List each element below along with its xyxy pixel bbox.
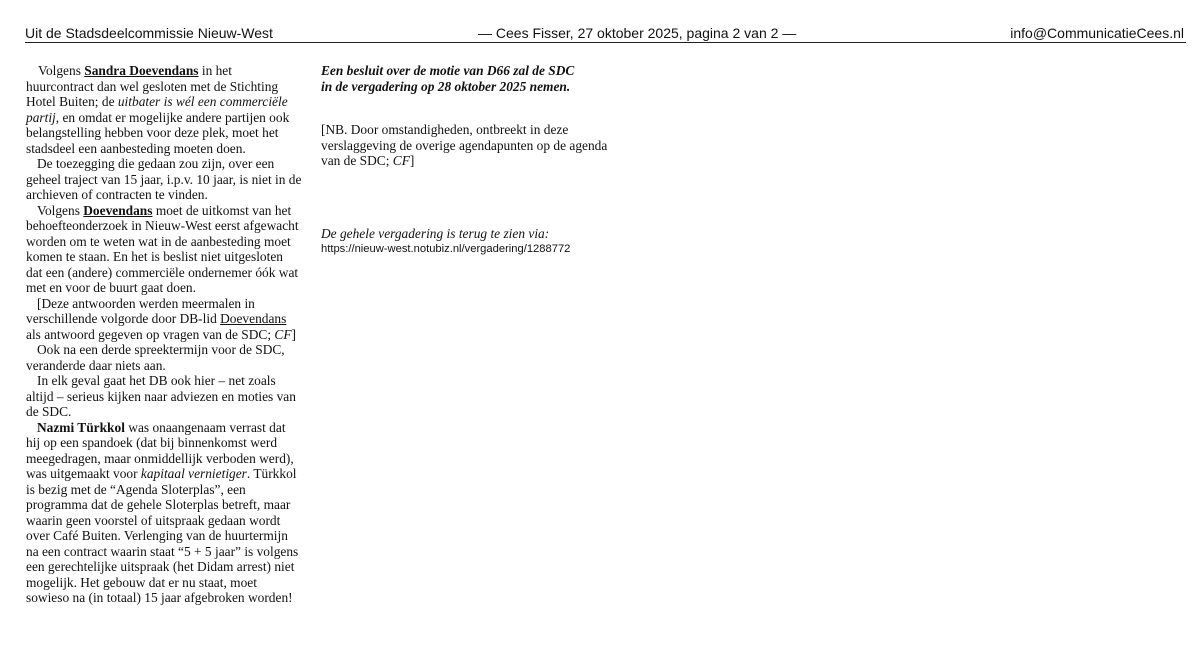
person-name-sandra-doevendans: Sandra Doevendans [84,63,199,78]
text: Volgens [38,63,85,78]
recording-link[interactable]: https://nieuw-west.notubiz.nl/vergadering/1288772 [321,242,571,255]
text: [Deze antwoorden werden meermalen in verschillende volgorde door DB-lid [26,295,255,326]
nb-editor-note [321,122,621,169]
italic-quote: kapitaal vernietiger [140,466,247,481]
text: Volgens [37,202,84,218]
paragraph-derde-spreektermijn: Ook na een derde spreektermijn voor de SDC, veranderde daar niets aan. [26,342,285,373]
decision-line: Een besluit over de motie van D66 zal de SDC [321,63,575,78]
text: moet de uitkomst van het behoefteonderzoek in Nieuw-West eerst afgewacht worden om te weten wat in de aanbesteding moet komen te staan. En het is beslist niet uitgesloten dat een (andere) commerciële ondernemer óók wat met en voor de buurt gaat doen. [26,202,299,295]
paragraph-db-adviezen: In elk geval gaat het DB ook hier – net zoals altijd – serieus kijken naar adviezen en moties van de SDC. [26,373,296,419]
text: ] [409,153,415,168]
article-column-left [26,63,302,606]
text: [NB. Door omstandigheden, ontbreekt in deze verslaggeving de overige agendapunten op de agenda van de SDC; [321,122,608,168]
editor-initials: CF [274,326,292,342]
page-header [25,24,1186,43]
text: . Türkkol is bezig met de “Agenda Sloterplas”, een programma dat de gehele Sloterplas betreft, maar waarin geen voorstel of uitspraak gedaan wordt over Café Buiten. Verlenging van de huurtermijn na een contract waarin staat “5 + 5 jaar” is volgens een gerechtelijke uitspraak (het Didam arrest) niet mogelijk. Het gebouw dat er nu staat, moet sowieso na (in totaal) 15 jaar afgebroken worden! [26,466,299,605]
italic-quote: uitbater is wél een commerciële partij [26,94,288,125]
editor-initials: CF [392,153,410,168]
text: als antwoord gegeven op vragen van de SDC; [26,326,275,342]
decision-announcement [321,63,621,94]
text: was onaangenaam verrast dat hij op een spandoek (dat bij binnenkomst werd meegedragen, maar onmiddellijk verboden werd), was uitgemaakt voor [26,419,294,481]
decision-line: in de vergadering op 28 oktober 2025 nemen. [321,78,571,94]
text: in het huurcontract dan wel gesloten met de Stichting Hotel Buiten; de [26,63,279,109]
paragraph-turkkol [26,420,302,606]
person-name-nazmi-turkkol: Nazmi Türkkol [37,419,125,435]
text: , en omdat er mogelijke andere partijen ook belangstelling hebben voor deze plek, moet het stadsdeel een aanbesteding moeten doen. [26,109,290,156]
recording-note-text: De gehele vergadering is terug te zien via: [321,226,550,241]
text: ] [291,326,297,342]
header-email-link[interactable]: info@CommunicatieCees.nl [1010,25,1184,41]
paragraph-behoefteonderzoek [26,203,302,296]
paragraph-toezegging: De toezegging die gedaan zou zijn, over een geheel traject van 15 jaar, i.p.v. 10 jaar, is niet in de archieven of contracten te vinden. [26,156,302,202]
header-author-date-page: — Cees Fisser, 27 oktober 2025, pagina 2 van 2 — [478,25,797,41]
header-source: Uit de Stadsdeelcommissie Nieuw-West [25,25,273,41]
paragraph-doevendans-contract [26,63,302,156]
recording-note [321,226,621,257]
person-name-doevendans: Doevendans [83,202,153,218]
paragraph-editor-note [26,296,302,343]
person-name-doevendans: Doevendans [220,311,287,326]
